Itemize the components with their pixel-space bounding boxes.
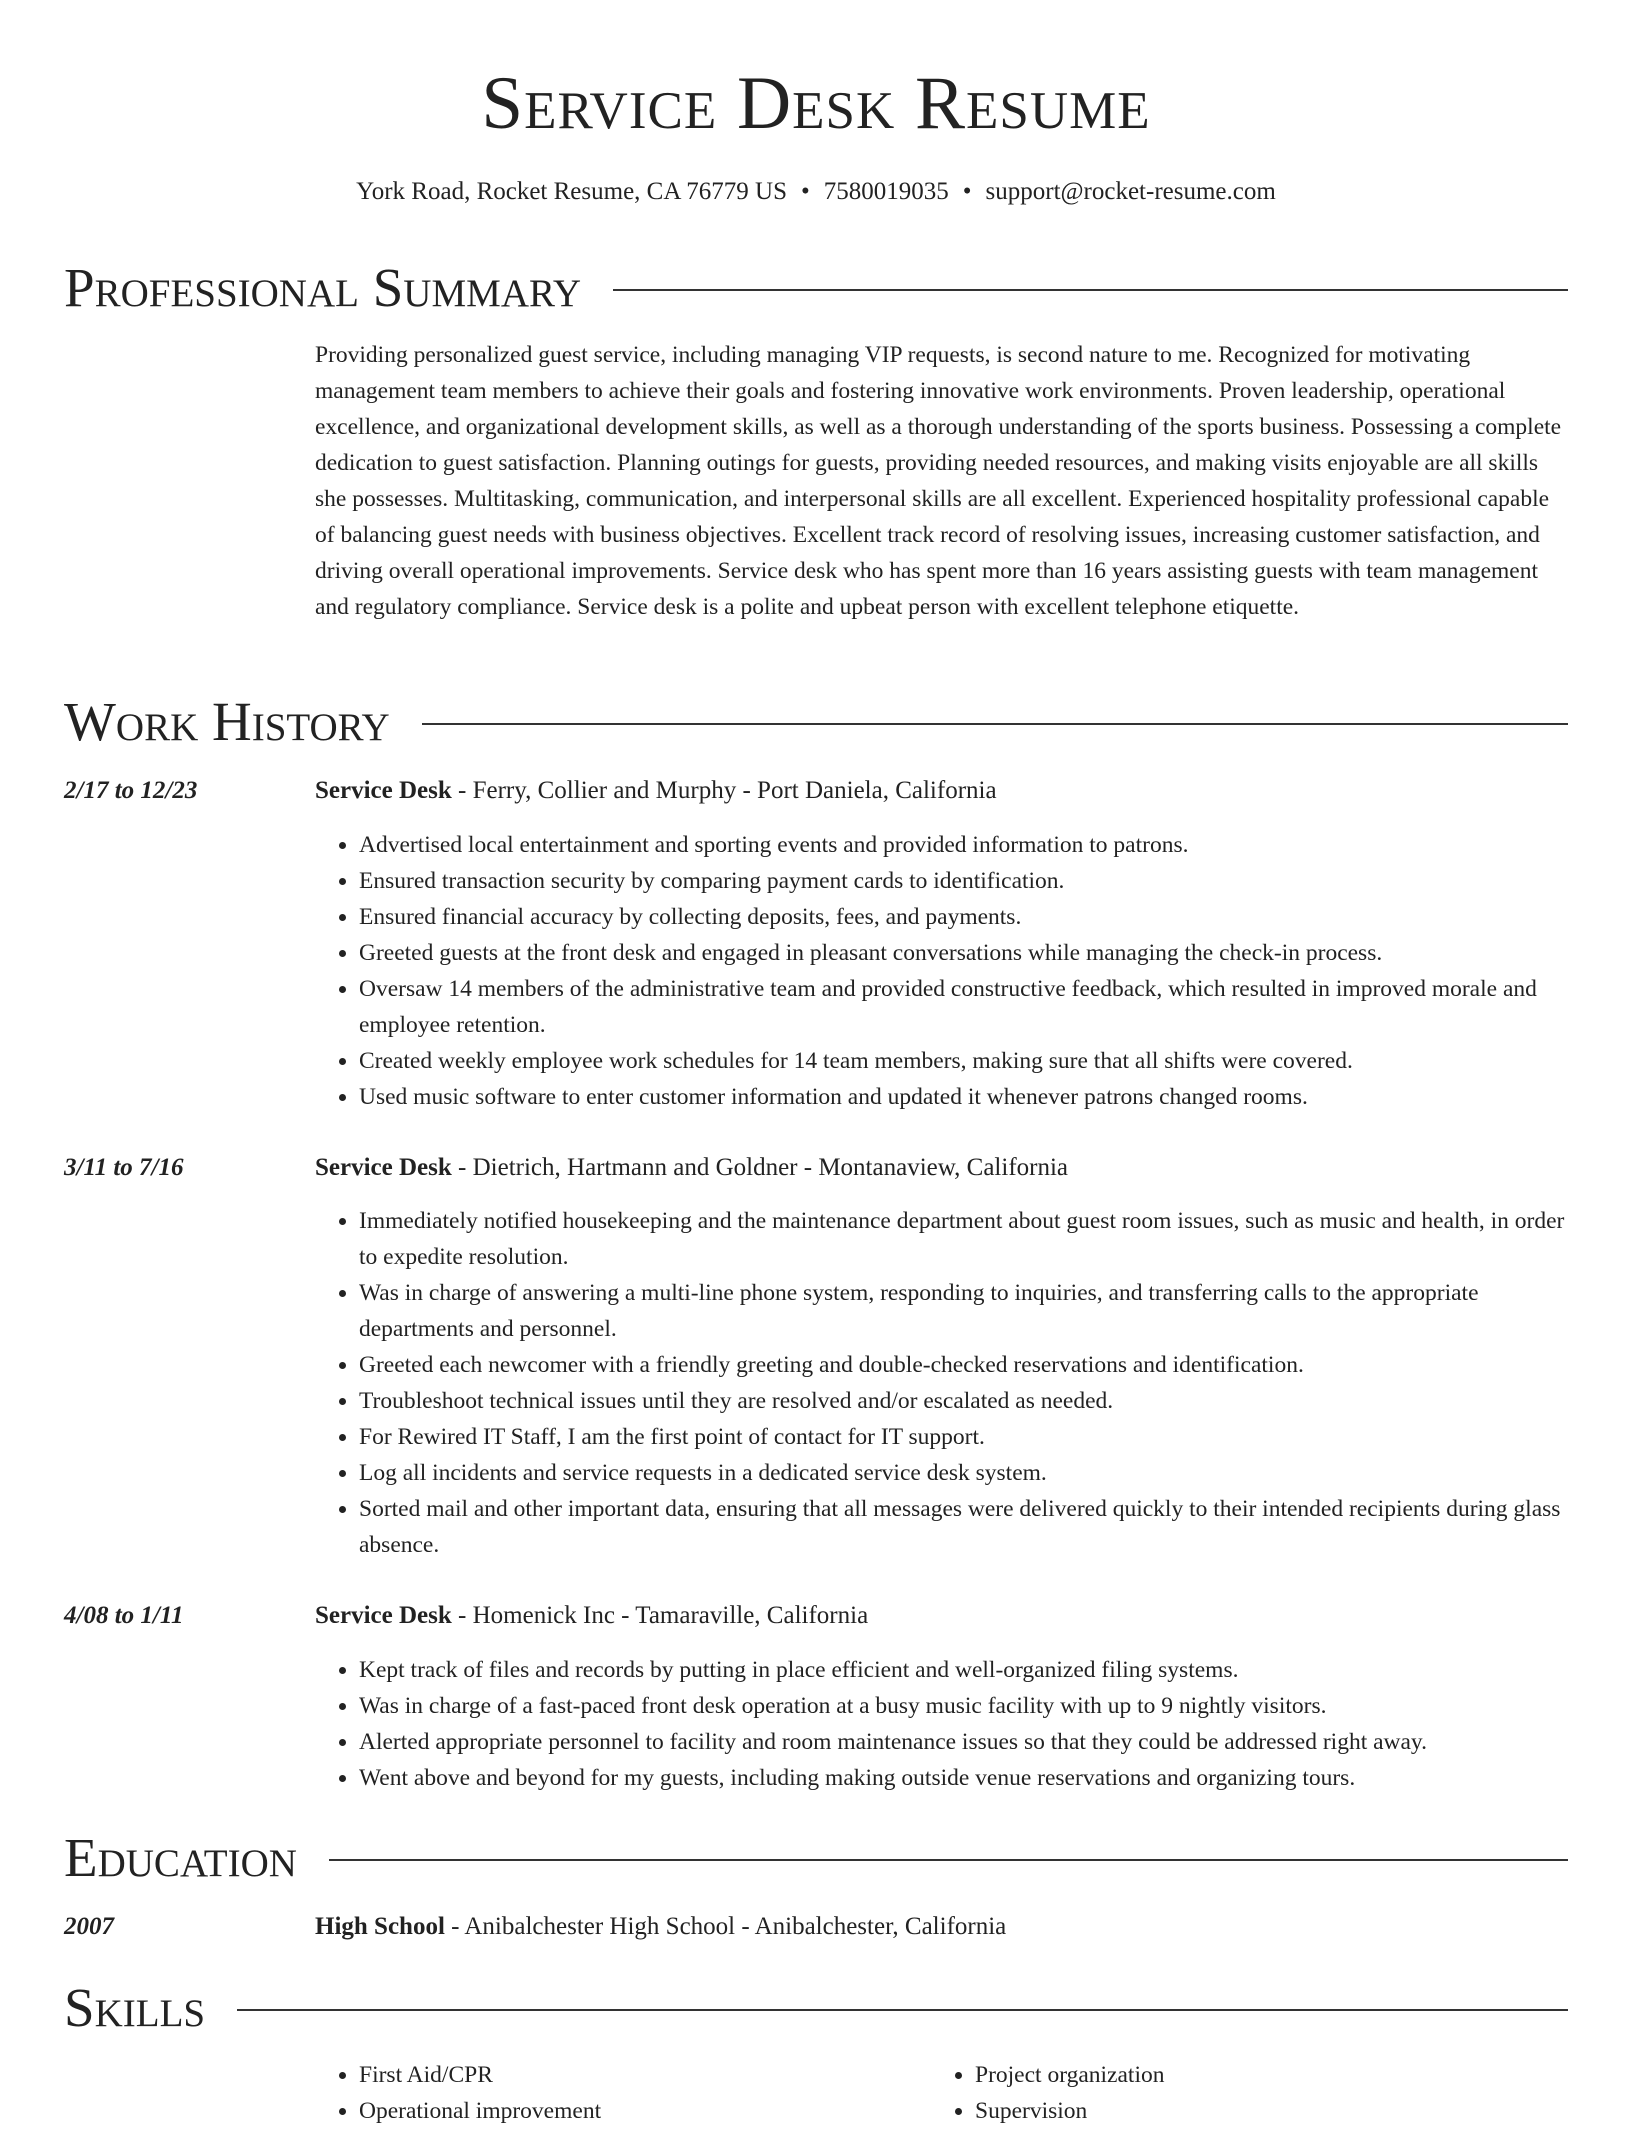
section-title: Work History <box>64 691 390 752</box>
list-item: • Sorted mail and other important data, ensuring that all messages were delivered quickly to their intended recipients during glass absence. <box>359 1491 1568 1563</box>
skill-item: • Operational improvement <box>359 2093 931 2129</box>
work-bullets <box>315 1203 1568 1563</box>
school-details: - Anibalchester High School - Anibalchester, California <box>444 1913 1007 1940</box>
section-divider <box>422 723 1568 725</box>
list-item: • Ensured financial accuracy by collecting deposits, fees, and payments. <box>359 899 1568 935</box>
summary-section-header <box>64 256 1568 320</box>
degree: High School <box>315 1913 445 1940</box>
contact-separator: • <box>800 178 810 205</box>
work-dates: 3/11 to 7/16 <box>64 1154 184 1181</box>
job-title: Service Desk <box>315 777 452 804</box>
job-details: - Homenick Inc - Tamaraville, California <box>451 1602 869 1629</box>
work-headline <box>315 1148 1068 1188</box>
skill-item: • First Aid/CPR <box>359 2057 931 2093</box>
work-headline <box>315 771 997 811</box>
list-item: • Immediately notified housekeeping and the maintenance department about guest room issues, such as music and health, in order to expedite resolution. <box>359 1203 1568 1275</box>
education-year: 2007 <box>64 1913 114 1940</box>
job-title: Service Desk <box>315 1154 452 1181</box>
resume-title: Service Desk Resume <box>481 62 1151 145</box>
section-divider <box>237 2009 1568 2011</box>
job-details: - Dietrich, Hartmann and Goldner - Montanaview, California <box>451 1154 1069 1181</box>
section-divider <box>613 289 1568 291</box>
summary-text: Providing personalized guest service, including managing VIP requests, is second nature to me. Recognized for motivating management team members to achieve their goals and fostering innovative work environments. Proven leadership, operational excellence, and organizational development skills, as well as a thorough understanding of the sports business. Possessing a complete dedication to guest satisfaction. Planning outings for guests, providing needed resources, and making visits enjoyable are all skills she possesses. Multitasking, communication, and interpersonal skills are all excellent. Experienced hospitality professional capable of balancing guest needs with business objectives. Excellent track record of resolving issues, increasing customer satisfaction, and driving overall operational improvements. Service desk who has spent more than 16 years assisting guests with team management and regulatory compliance. Service desk is a polite and upbeat person with excellent telephone etiquette. <box>315 342 1562 620</box>
list-item: • Was in charge of answering a multi-line phone system, responding to inquiries, and transferring calls to the appropriate departments and personnel. <box>359 1275 1568 1347</box>
list-item: • Ensured transaction security by comparing payment cards to identification. <box>359 863 1568 899</box>
work-headline <box>315 1596 868 1636</box>
section-title: Skills <box>64 1977 206 2038</box>
work-dates: 2/17 to 12/23 <box>64 777 198 804</box>
list-item: • Created weekly employee work schedules for 14 team members, making sure that all shifts were covered. <box>359 1043 1568 1079</box>
list-item: • Troubleshoot technical issues until they are resolved and/or escalated as needed. <box>359 1383 1568 1419</box>
list-item: • Alerted appropriate personnel to facility and room maintenance issues so that they could be addressed right away. <box>359 1724 1568 1760</box>
section-title: Professional Summary <box>64 257 582 318</box>
list-item: • Greeted each newcomer with a friendly greeting and double-checked reservations and identification. <box>359 1347 1568 1383</box>
work-section-header <box>64 690 1568 754</box>
list-item: • Advertised local entertainment and sporting events and provided information to patrons. <box>359 827 1568 863</box>
skills-section-header <box>64 1976 1568 2040</box>
contact-separator: • <box>962 178 972 205</box>
skill-item: • Supervision <box>975 2093 1547 2129</box>
contact-address: York Road, Rocket Resume, CA 76779 US <box>356 178 787 205</box>
contact-email: support@rocket-resume.com <box>985 178 1276 205</box>
list-item: • Greeted guests at the front desk and engaged in pleasant conversations while managing the check-in process. <box>359 935 1568 971</box>
list-item: • Was in charge of a fast-paced front desk operation at a busy music facility with up to 9 nightly visitors. <box>359 1688 1568 1724</box>
list-item: • For Rewired IT Staff, I am the first point of contact for IT support. <box>359 1419 1568 1455</box>
work-bullets <box>315 1652 1568 1796</box>
list-item: • Went above and beyond for my guests, including making outside venue reservations and organizing tours. <box>359 1760 1568 1796</box>
work-dates: 4/08 to 1/11 <box>64 1602 184 1629</box>
list-item: • Oversaw 14 members of the administrative team and provided constructive feedback, which resulted in improved morale and employee retention. <box>359 971 1568 1043</box>
list-item: • Kept track of files and records by putting in place efficient and well-organized filing systems. <box>359 1652 1568 1688</box>
education-headline <box>315 1907 1006 1947</box>
education-section-header <box>64 1826 1568 1890</box>
contact-phone: 7580019035 <box>823 178 949 205</box>
job-title: Service Desk <box>315 1602 452 1629</box>
contact-line <box>64 172 1568 212</box>
list-item: • Log all incidents and service requests in a dedicated service desk system. <box>359 1455 1568 1491</box>
work-bullets <box>315 827 1568 1115</box>
list-item: • Used music software to enter customer information and updated it whenever patrons changed rooms. <box>359 1079 1568 1115</box>
job-details: - Ferry, Collier and Murphy - Port Daniela, California <box>451 777 997 804</box>
section-divider <box>329 1859 1568 1861</box>
section-title: Education <box>64 1827 297 1888</box>
skills-list-left <box>315 2057 931 2129</box>
skill-item: • Project organization <box>975 2057 1547 2093</box>
skills-list-right <box>931 2057 1547 2129</box>
